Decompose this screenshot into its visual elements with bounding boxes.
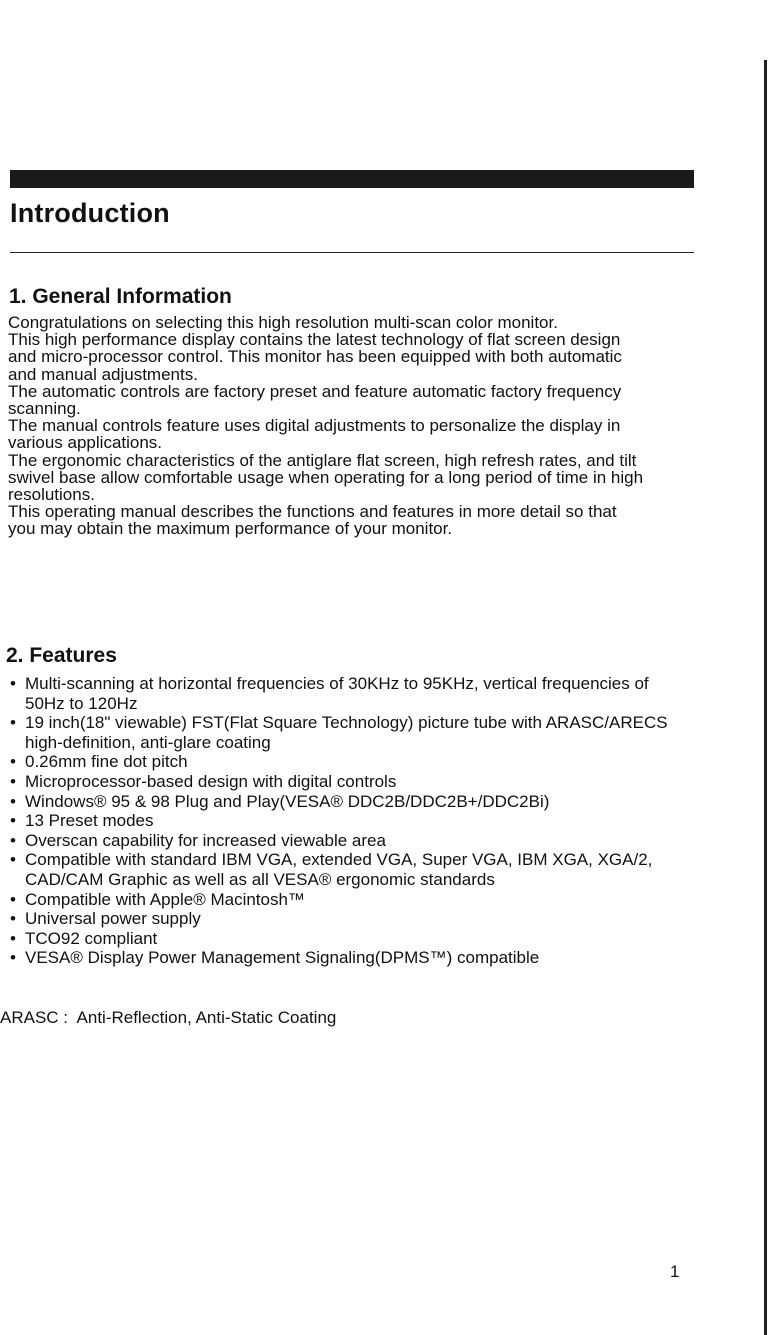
list-item-text: Compatible with standard IBM VGA, extended VGA, Super VGA, IBM XGA, XGA/2, CAD/CAM Graphic as well as all VESA® ergonomic standards bbox=[25, 850, 653, 889]
bullet-icon: • bbox=[10, 830, 16, 850]
paragraph: The ergonomic characteristics of the antiglare flat screen, high refresh rates, and tilt swivel base allow comfortable usage when operating for a long period of time in high resolutions. bbox=[8, 450, 644, 505]
bullet-icon: • bbox=[10, 850, 16, 870]
section-heading-features: 2. Features bbox=[6, 644, 117, 667]
list-item-text: 0.26mm fine dot pitch bbox=[25, 752, 188, 772]
list-item bbox=[8, 948, 668, 968]
features-list bbox=[8, 674, 668, 968]
page-number: 1 bbox=[670, 1262, 680, 1281]
list-item bbox=[8, 752, 668, 772]
bullet-icon: • bbox=[10, 771, 16, 791]
list-item-text: Windows® 95 & 98 Plug and Play(VESA® DDC2B/DDC2B+/DDC2Bi) bbox=[25, 791, 550, 811]
paragraph: This high performance display contains the latest technology of flat screen design and micro-processor control. This monitor has been equipped with both automatic and manual adjustments. bbox=[8, 330, 622, 384]
footnote: ARASC : Anti-Reflection, Anti-Static Coating bbox=[0, 1008, 337, 1027]
bullet-icon: • bbox=[10, 889, 16, 909]
paragraph: The automatic controls are factory preset and feature automatic factory frequency scanning. bbox=[8, 381, 622, 419]
title-divider bbox=[10, 252, 694, 253]
paragraph: The manual controls feature uses digital adjustments to personalize the display in various applications. bbox=[8, 416, 621, 453]
bullet-icon: • bbox=[10, 811, 16, 831]
list-item bbox=[8, 772, 668, 792]
list-item bbox=[8, 831, 668, 851]
list-item-text: TCO92 compliant bbox=[25, 928, 158, 948]
list-item bbox=[8, 713, 668, 752]
bullet-icon: • bbox=[10, 928, 16, 948]
list-item-text: Microprocessor-based design with digital controls bbox=[25, 771, 397, 791]
list-item bbox=[8, 674, 668, 713]
list-item-text: Universal power supply bbox=[25, 909, 201, 929]
list-item-text: Overscan capability for increased viewable area bbox=[25, 830, 386, 850]
section-heading-general-information: 1. General Information bbox=[9, 285, 232, 308]
list-item bbox=[8, 909, 668, 929]
list-item bbox=[8, 890, 668, 910]
list-item-text: VESA® Display Power Management Signaling(DPMS™) compatible bbox=[25, 948, 540, 968]
header-bar bbox=[10, 170, 694, 188]
bullet-icon: • bbox=[10, 948, 16, 968]
bullet-icon: • bbox=[10, 909, 16, 929]
list-item-text: 13 Preset modes bbox=[25, 811, 154, 831]
bullet-icon: • bbox=[10, 791, 16, 811]
page-edge-line bbox=[764, 60, 767, 1335]
list-item bbox=[8, 850, 668, 889]
paragraph: This operating manual describes the functions and features in more detail so that you may obtain the maximum performance of your monitor. bbox=[8, 502, 617, 539]
bullet-icon: • bbox=[10, 674, 16, 693]
list-item bbox=[8, 929, 668, 949]
paragraph: Congratulations on selecting this high resolution multi-scan color monitor. bbox=[8, 313, 558, 332]
page-title: Introduction bbox=[10, 198, 170, 228]
bullet-icon: • bbox=[10, 713, 16, 733]
list-item-text: Multi-scanning at horizontal frequencies of 30KHz to 95KHz, vertical frequencies of 50Hz to 120Hz bbox=[25, 674, 649, 713]
general-information-body bbox=[8, 314, 648, 538]
list-item bbox=[8, 792, 668, 812]
list-item-text: 19 inch(18" viewable) FST(Flat Square Technology) picture tube with ARASC/ARECS high-definition, anti-glare coating bbox=[25, 713, 668, 752]
bullet-icon: • bbox=[10, 752, 16, 772]
list-item bbox=[8, 811, 668, 831]
list-item-text: Compatible with Apple® Macintosh™ bbox=[25, 889, 305, 909]
